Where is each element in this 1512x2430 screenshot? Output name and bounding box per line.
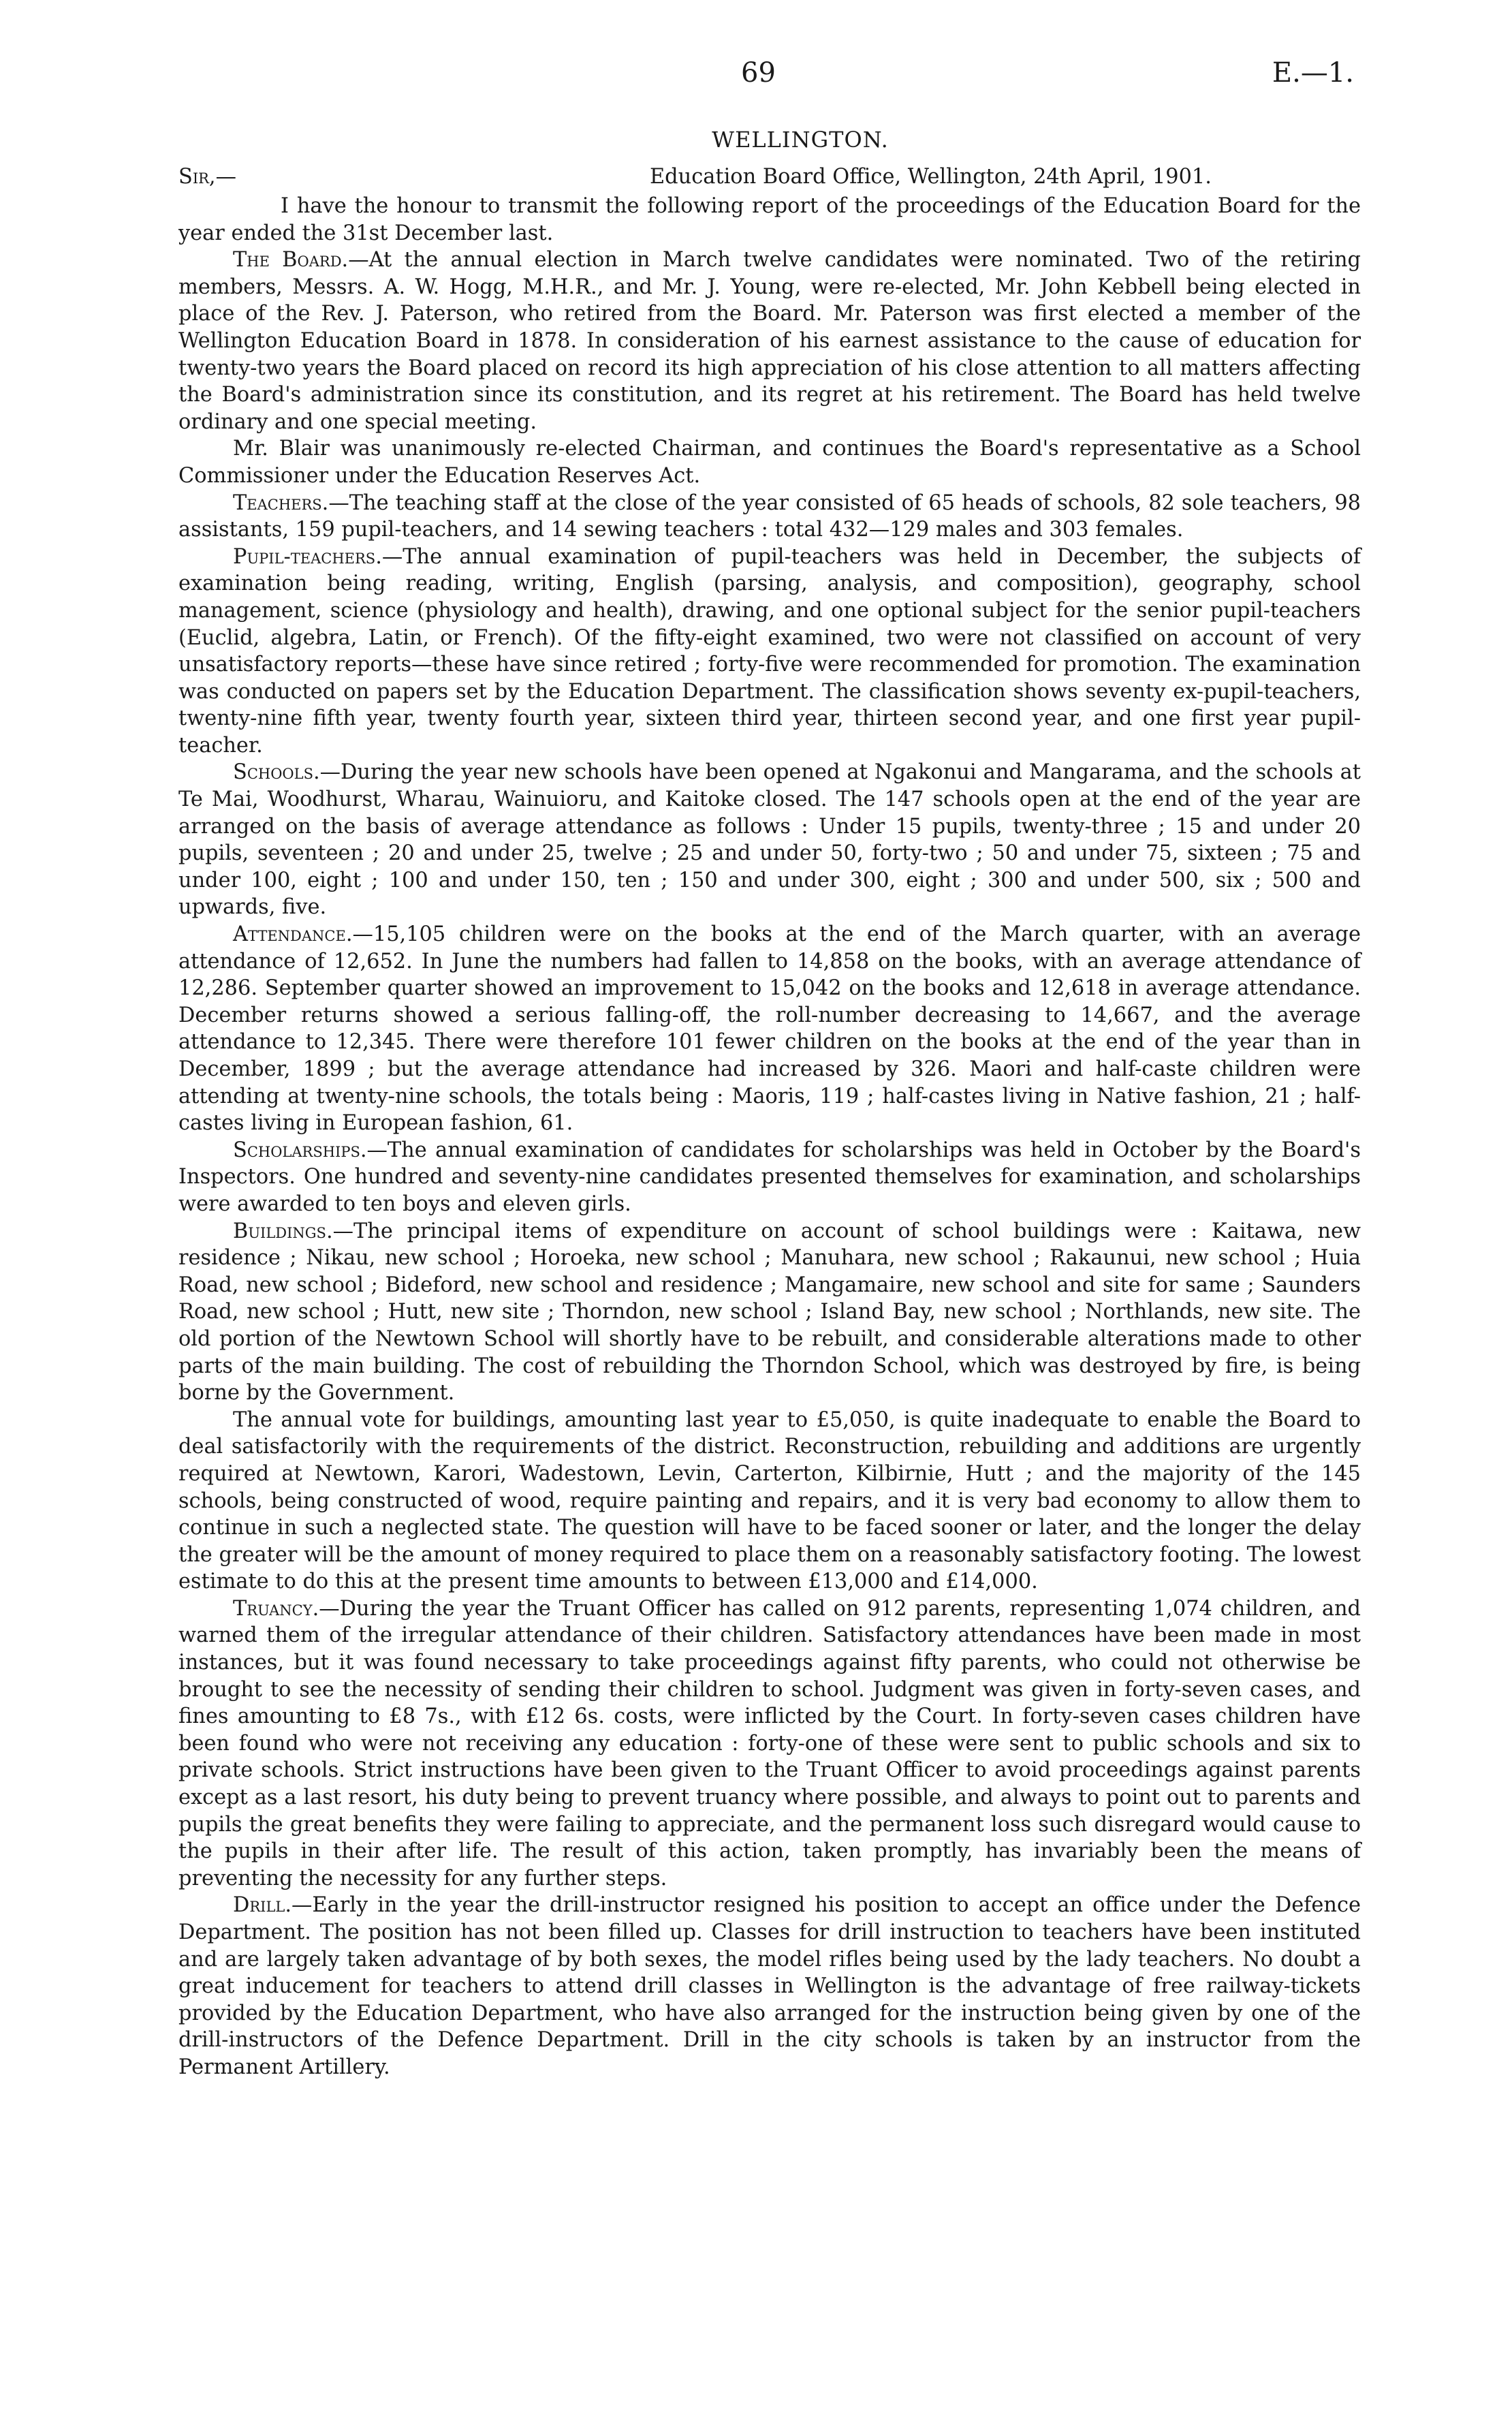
- paragraph-text: —15,105 children were on the books at the end of the March quarter, with an average attendance of 12,652. In June the numbers had fallen to 14,858 on the books, with an average attendance of 12,286. September quarter showed an improvement to 15,042 on the books and 12,618 in average attendance. December returns showed a serious falling-off, the roll-number decreasing to 14,667, and the average attendance to 12,345. There were therefore 101 fewer children on the books at the end of the year than in December, 1899 ; but the average attendance had increased by 326. Maori and half-caste children were attending at twenty-nine schools, the totals being : Maoris, 119 ; half-castes living in Native fashion, 21 ; half-castes living in European fashion, 61.: [178, 922, 1361, 1136]
- paragraph-scholarships: [178, 1137, 1361, 1218]
- paragraph-heading: Teachers.: [233, 490, 329, 515]
- page-header: [178, 57, 1361, 93]
- paragraph-the-board: [178, 247, 1361, 435]
- paragraph-pupil-teachers: [178, 544, 1361, 760]
- salutation-line: [178, 163, 1361, 191]
- section-title: WELLINGTON.: [712, 127, 889, 153]
- paragraph-truancy: [178, 1595, 1361, 1892]
- paragraph-heading: Drill.: [233, 1893, 292, 1918]
- document-reference: E.—1.: [1272, 57, 1354, 89]
- paragraph-heading: Scholarships.: [233, 1138, 367, 1162]
- paragraph-text: The annual vote for buildings, amounting last year to £5,050, is quite inadequate to enable the Board to deal satisfactorily with the requirements of the district. Reconstruction, rebuilding and additions are urgently required at Newtown, Karori, Wadestown, Levin, Carterton, Kilbirnie, Hutt ; and the majority of the 145 schools, being constructed of wood, require painting and repairs, and it is very bad economy to allow them to continue in such a neglected state. The question will have to be faced sooner or later, and the longer the delay the greater will be the amount of money required to place them on a reasonably satisfactory footing. The lowest estimate to do this at the present time amounts to between £13,000 and £14,000.: [178, 1407, 1361, 1594]
- paragraph-heading: The Board.: [233, 248, 349, 272]
- paragraph-text: —The annual examination of pupil-teachers was held in December, the subjects of examination being reading, writing, English (parsing, analysis, and composition), geography, school management, science (physiology and health), drawing, and one optional subject for the senior pupil-teachers (Euclid, algebra, Latin, or French). Of the fifty-eight examined, two were not classified on account of very unsatisfactory reports—these have since retired ; forty-five were recommended for promotion. The examination was conducted on papers set by the Education Department. The classification shows seventy ex-pupil-teachers, twenty-nine fifth year, twenty fourth year, sixteen third year, thirteen second year, and one first year pupil-teacher.: [178, 544, 1361, 758]
- paragraph: [178, 1407, 1361, 1595]
- paragraph-heading: Attendance.: [233, 922, 353, 947]
- paragraph-text: —Early in the year the drill-instructor resigned his position to accept an office under the Defence Department. The position has not been filled up. Classes for drill instruction to teachers have been instituted and are largely taken advantage of by both sexes, the model rifles being used by the lady teachers. No doubt a great inducement for teachers to attend drill classes in Wellington is the advantage of free railway-tickets provided by the Education Department, who have also arranged for the instruction being given by one of the drill-instructors of the Defence Department. Drill in the city schools is taken by an instructor from the Permanent Artillery.: [178, 1893, 1361, 2079]
- paragraph-text: —At the annual election in March twelve candidates were nominated. Two of the retiring members, Messrs. A. W. Hogg, M.H.R., and Mr. J. Young, were re-elected, Mr. John Kebbell being elected in place of the Rev. J. Paterson, who retired from the Board. Mr. Paterson was first elected a member of the Wellington Education Board in 1878. In consideration of his earnest assistance to the cause of education for twenty-two years the Board placed on record its high appreciation of his close attention to all matters affecting the Board's administration since its constitution, and its regret at his retirement. The Board has held twelve ordinary and one special meeting.: [178, 248, 1361, 434]
- page-number: 69: [741, 57, 776, 89]
- paragraph-buildings: [178, 1218, 1361, 1407]
- paragraph-attendance: [178, 921, 1361, 1137]
- paragraph: [178, 435, 1361, 489]
- report-body: [178, 193, 1361, 2081]
- dateline: Education Board Office, Wellington, 24th April, 1901.: [650, 165, 1212, 189]
- paragraph-drill: [178, 1892, 1361, 2081]
- paragraph-text: —During the year the Truant Officer has called on 912 parents, representing 1,074 children, and warned them of the irregular attendance of their children. Satisfactory attendances have been made in most instances, but it was found necessary to take proceedings against fifty parents, who could not otherwise be brought to see the necessity of sending their children to school. Judgment was given in forty-seven cases, and fines amounting to £8 7s., with £12 6s. costs, were inflicted by the Court. In forty-seven cases children have been found who were not receiving any education : forty-one of these were sent to public schools and six to private schools. Strict instructions have been given to the Truant Officer to avoid proceedings against parents except as a last resort, his duty being to prevent truancy where possible, and always to point out to parents and pupils the great benefits they were failing to appreciate, and the permanent loss such disregard would cause to the pupils in their after life. The result of this action, taken promptly, has invariably been the means of preventing the necessity for any further steps.: [178, 1596, 1361, 1890]
- paragraph-text: —The annual examination of candidates for scholarships was held in October by the Board's Inspectors. One hundred and seventy-nine candidates presented themselves for examination, and scholarships were awarded to ten boys and eleven girls.: [178, 1138, 1361, 1216]
- paragraph-heading: Buildings.: [233, 1219, 333, 1243]
- salutation: Sir,—: [178, 165, 236, 189]
- paragraph-schools: [178, 759, 1361, 921]
- paragraph-heading: Truancy.: [233, 1596, 319, 1621]
- paragraph-text: —During the year new schools have been opened at Ngakonui and Mangarama, and the schools at Te Mai, Woodhurst, Wharau, Wainuioru, and Kaitoke closed. The 147 schools open at the end of the year are arranged on the basis of average attendance as follows : Under 15 pupils, twenty-three ; 15 and under 20 pupils, seventeen ; 20 and under 25, twelve ; 25 and under 50, forty-two ; 50 and under 75, sixteen ; 75 and under 100, eight ; 100 and under 150, ten ; 150 and under 300, eight ; 300 and under 500, six ; 500 and upwards, five.: [178, 760, 1361, 920]
- paragraph-heading: Schools.: [233, 760, 320, 785]
- paragraph-text: —The principal items of expenditure on account of school buildings were : Kaitawa, new residence ; Nikau, new school ; Horoeka, new school ; Manuhara, new school ; Rakaunui, new school ; Huia Road, new school ; Bideford, new school and residence ; Mangamaire, new school and site for same ; Saunders Road, new school ; Hutt, new site ; Thorndon, new school ; Island Bay, new school ; Northlands, new site. The old portion of the Newtown School will shortly have to be rebuilt, and considerable alterations made to other parts of the main building. The cost of rebuilding the Thorndon School, which was destroyed by fire, is being borne by the Government.: [178, 1219, 1361, 1405]
- paragraph-teachers: [178, 490, 1361, 544]
- paragraph-text: Mr. Blair was unanimously re-elected Chairman, and continues the Board's representative as a School Commissioner under the Education Reserves Act.: [178, 437, 1361, 488]
- paragraph-text: I have the honour to transmit the following report of the proceedings of the Education Board for the year ended the 31st December last.: [178, 194, 1361, 245]
- paragraph: [178, 193, 1361, 247]
- paragraph-heading: Pupil-teachers.: [233, 544, 382, 569]
- paragraph-text: —The teaching staff at the close of the year consisted of 65 heads of schools, 82 sole teachers, 98 assistants, 159 pupil-teachers, and 14 sewing teachers : total 432—129 males and 303 females.: [178, 490, 1361, 542]
- document-page: [178, 0, 1361, 2430]
